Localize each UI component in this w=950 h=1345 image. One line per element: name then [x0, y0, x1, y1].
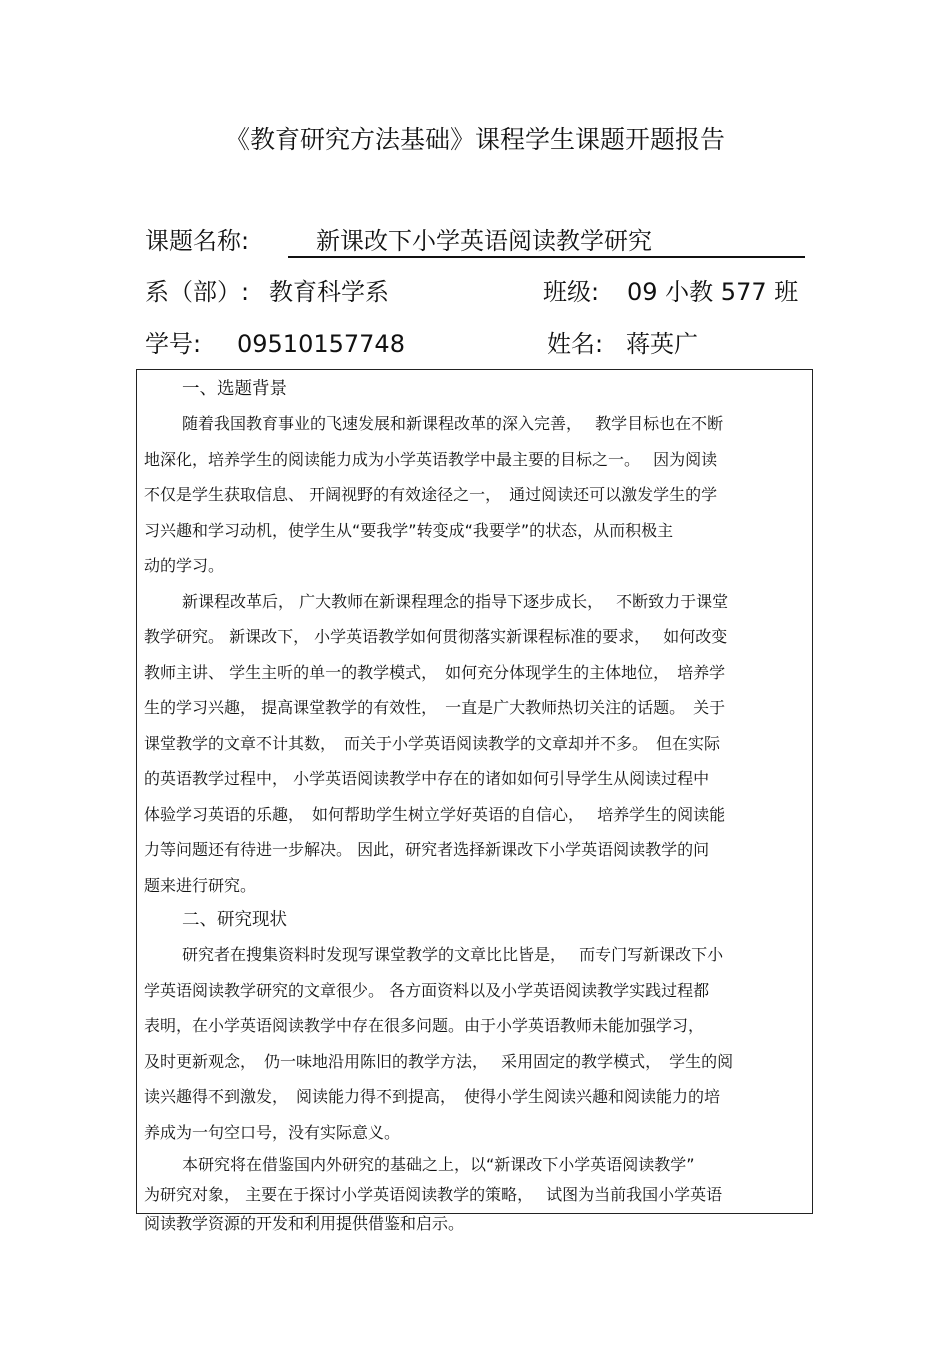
text-line: 教师主讲、 学生主听的单一的教学模式， 如何充分体现学生的主体地位， 培养学: [144, 662, 726, 682]
text-line: 习兴趣和学习动机，使学生从“要我学”转变成“我要学”的状态，从而积极主: [144, 520, 674, 540]
text-line: 动的学习。: [144, 556, 225, 575]
text-line: 力等问题还有待进一步解决。 因此，研究者选择新课改下小学英语阅读教学的问: [144, 840, 710, 859]
text-line: 新课程改革后， 广大教师在新课程理念的指导下逐步成长， 不断致力于课堂: [182, 591, 729, 611]
text-line: 随着我国教育事业的飞速发展和新课程改革的深入完善， 教学目标也在不断: [182, 414, 724, 433]
topic-value: 新课改下小学英语阅读教学研究: [288, 224, 805, 258]
text-line: 题来进行研究。: [144, 875, 257, 895]
text-line: 本研究将在借鉴国内外研究的基础之上，以“新课改下小学英语阅读教学”: [182, 1155, 695, 1174]
department-value: 教育科学系: [269, 278, 389, 306]
text-line: 表明，在小学英语阅读教学中存在很多问题。由于小学英语教师未能加强学习，: [144, 1016, 705, 1035]
text-line: 及时更新观念， 仍一味地沿用陈旧的教学方法， 采用固定的教学模式， 学生的阅: [144, 1051, 734, 1071]
text-line: 研究者在搜集资料时发现写课堂教学的文章比比皆是， 而专门写新课改下小: [182, 945, 724, 964]
text-line: 的英语教学过程中， 小学英语阅读教学中存在的诸如如何引导学生从阅读过程中: [144, 769, 710, 788]
topic-label: 课题名称:: [145, 227, 250, 255]
section-heading-background: 一、选题背景: [182, 379, 287, 399]
text-line: 生的学习兴趣， 提高课堂教学的有效性， 一直是广大教师热切关注的话题。 关于: [144, 698, 726, 717]
text-line: 教学研究。 新课改下， 小学英语教学如何贯彻落实新课程标准的要求， 如何改变: [144, 627, 728, 646]
paragraph: [144, 406, 808, 584]
text-line: 为研究对象， 主要在于探讨小学英语阅读教学的策略， 试图为当前我国小学英语: [144, 1184, 723, 1204]
text-line: 读兴趣得不到激发， 阅读能力得不到提高， 使得小学生阅读兴趣和阅读能力的培: [144, 1087, 721, 1106]
department-label: 系（部）:: [145, 278, 250, 306]
student-id-label: 学号:: [145, 330, 202, 358]
class-label: 班级:: [543, 278, 600, 306]
section-heading-status: 二、研究现状: [182, 910, 287, 930]
text-line: 学英语阅读教学研究的文章很少。 各方面资料以及小学英语阅读教学实践过程都: [144, 980, 710, 1000]
text-line: 地深化，培养学生的阅读能力成为小学英语教学中最主要的目标之一。 因为阅读: [144, 449, 718, 469]
text-line: 养成为一句空口号，没有实际意义。: [144, 1122, 401, 1142]
name-value: 蒋英广: [626, 330, 698, 358]
report-title: 《教育研究方法基础》课程学生课题开题报告: [224, 125, 725, 154]
name-label: 姓名:: [547, 330, 604, 358]
text-line: 课堂教学的文章不计其数， 而关于小学英语阅读教学的文章却并不多。 但在实际: [144, 733, 721, 753]
text-line: 不仅是学生获取信息、 开阔视野的有效途径之一， 通过阅读还可以激发学生的学: [144, 485, 718, 504]
class-value: 09 小教 577 班: [627, 278, 799, 306]
student-id-value: 09510157748: [237, 330, 405, 358]
paragraph: [144, 1150, 808, 1239]
text-line: 阅读教学资源的开发和利用提供借鉴和启示。: [144, 1214, 465, 1233]
paragraph: [144, 937, 808, 1150]
report-body: [144, 372, 808, 1239]
text-line: 体验学习英语的乐趣， 如何帮助学生树立学好英语的自信心， 培养学生的阅读能: [144, 804, 726, 824]
paragraph: [144, 584, 808, 904]
